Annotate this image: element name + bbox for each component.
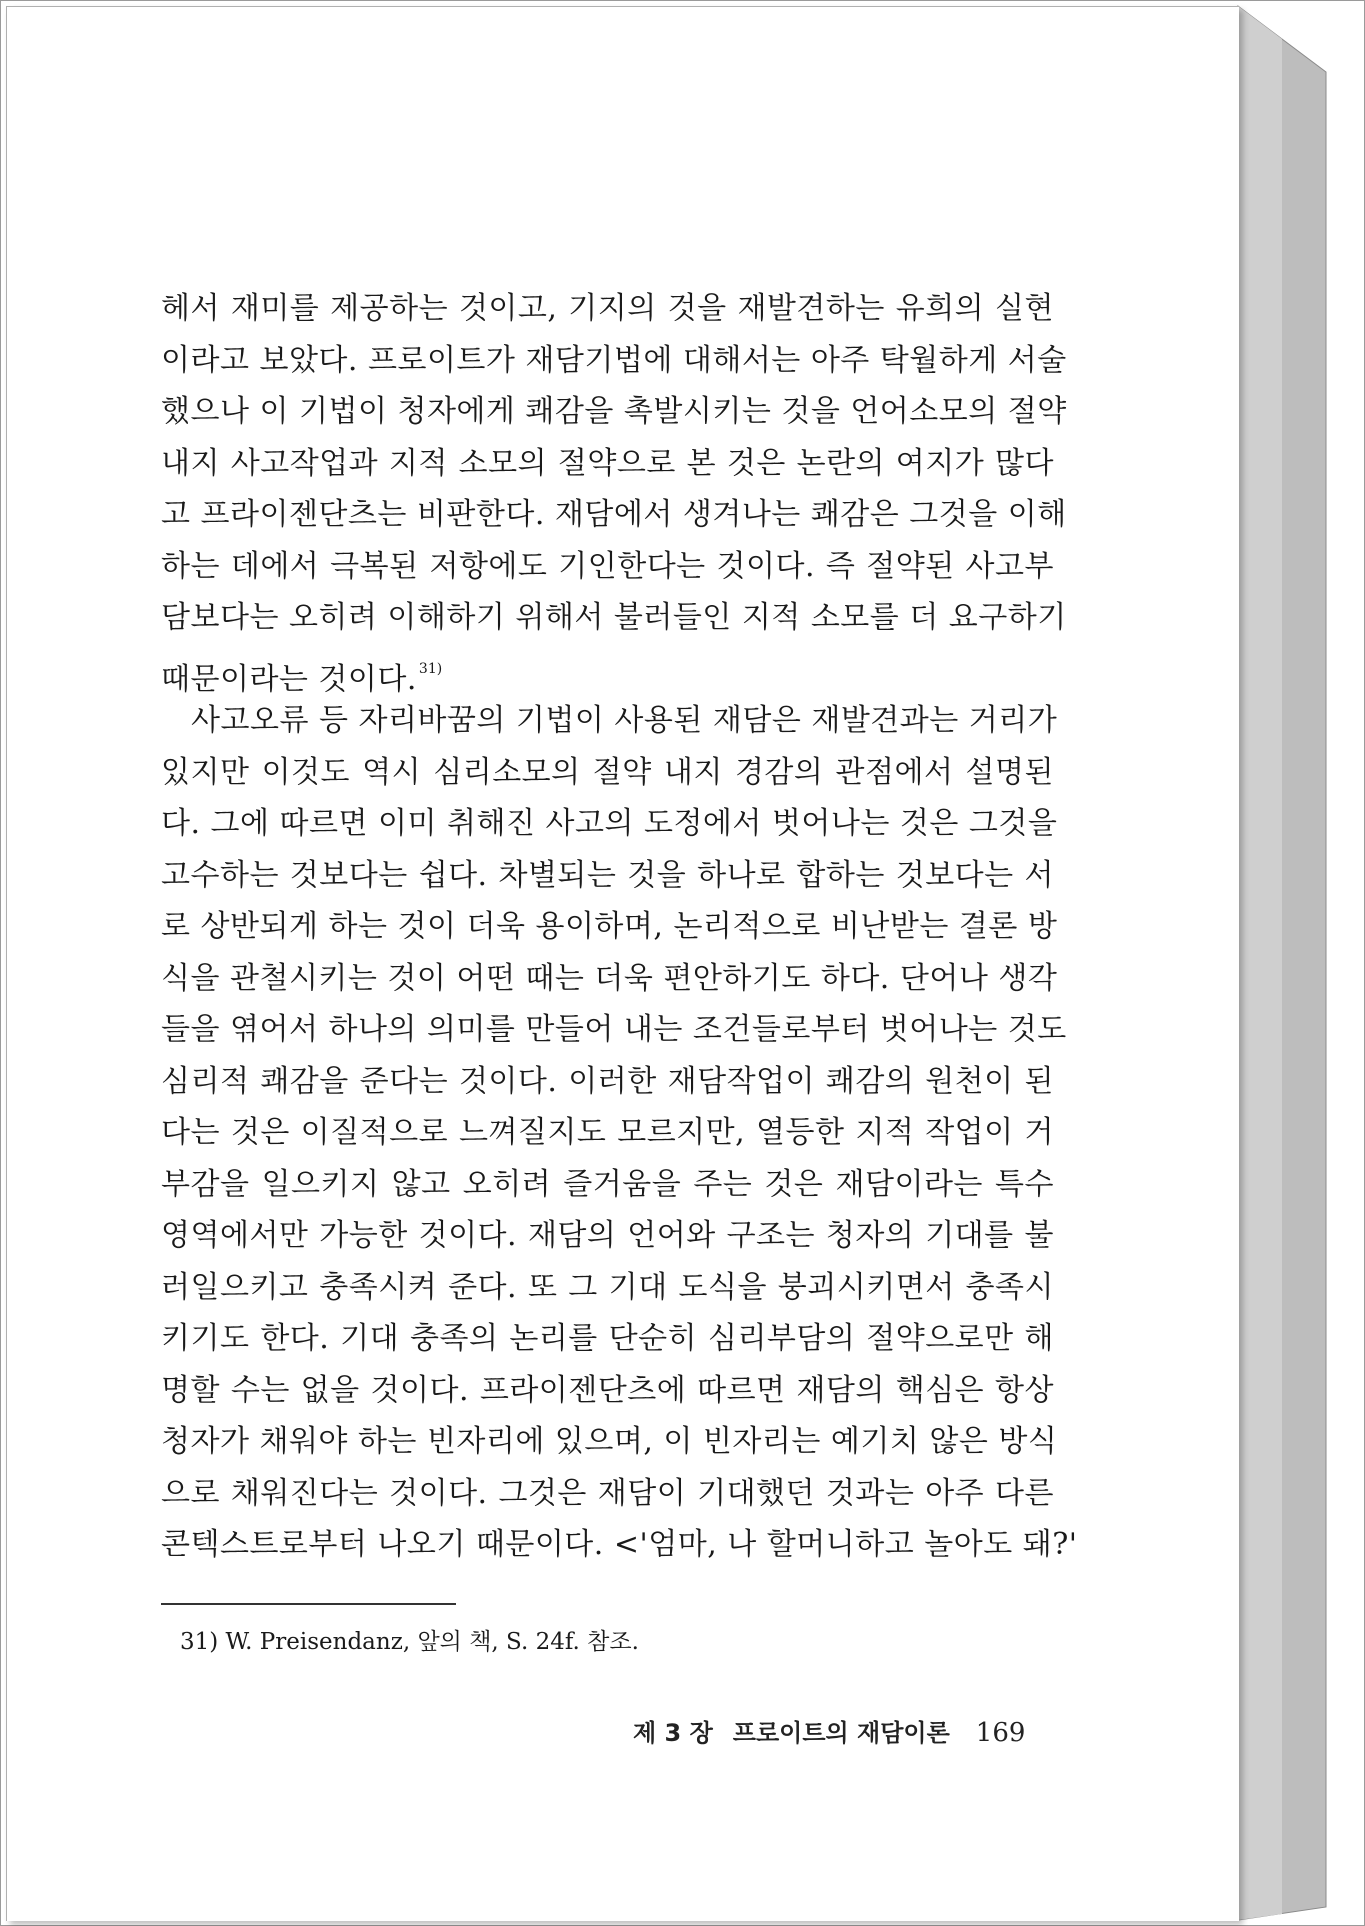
text-line: 콘텍스트로부터 나오기 때문이다. <'엄마, 나 할머니하고 놀아도 돼?' (161, 1527, 1078, 1562)
text-line-with-footnote (161, 644, 1054, 696)
footnote-divider (161, 1603, 456, 1605)
text-line: 영역에서만 가능한 것이다. 재담의 언어와 구조는 청자의 기대를 불 (161, 1218, 1054, 1253)
text-line: 러일으키고 충족시켜 준다. 또 그 기대 도식을 붕괴시키면서 충족시 (161, 1269, 1054, 1305)
text-line: 담보다는 오히려 이해하기 위해서 불러들인 지적 소모를 더 요구하기 (161, 600, 1067, 635)
page-number: 169 (975, 1718, 1026, 1748)
text-line: 명할 수는 없을 것이다. 프라이젠단츠에 따르면 재담의 핵심은 항상 (161, 1372, 1054, 1408)
text-line: 으로 채워진다는 것이다. 그것은 재담이 기대했던 것과는 아주 다른 (161, 1475, 1054, 1511)
text-line: 했으나 이 기법이 청자에게 쾌감을 촉발시키는 것을 언어소모의 절약 (161, 394, 1067, 429)
text-line: 고수하는 것보다는 쉽다. 차별되는 것을 하나로 합하는 것보다는 서 (161, 857, 1054, 893)
text-line: 고 프라이젠단츠는 비판한다. 재담에서 생겨나는 쾌감은 그것을 이해 (161, 497, 1067, 532)
text-line: 다. 그에 따르면 이미 취해진 사고의 도정에서 벗어나는 것은 그것을 (161, 806, 1058, 841)
running-footer (633, 1713, 1025, 1748)
footnote-reference: 31) (418, 660, 443, 677)
footnote: 31) W. Preisendanz, 앞의 책, S. 24f. 참조. (180, 1629, 639, 1655)
text-line: 다는 것은 이질적으로 느껴질지도 모르지만, 열등한 지적 작업이 거 (161, 1115, 1054, 1150)
text-line: 들을 엮어서 하나의 의미를 만들어 내는 조건들로부터 벗어나는 것도 (161, 1012, 1067, 1047)
text-line: 심리적 쾌감을 준다는 것이다. 이러한 재담작업이 쾌감의 원천이 된 (161, 1063, 1054, 1099)
chapter-title: 프로이트의 재담이론 (732, 1719, 950, 1747)
text-line: 식을 관철시키는 것이 어떤 때는 더욱 편안하기도 하다. 단어나 생각 (161, 960, 1058, 996)
text-line: 때문이라는 것이다. (161, 661, 417, 697)
text-line: 청자가 채워야 하는 빈자리에 있으며, 이 빈자리는 예기치 않은 방식 (161, 1424, 1058, 1459)
text-line: 있지만 이것도 역시 심리소모의 절약 내지 경감의 관점에서 설명된 (161, 754, 1054, 790)
text-line: 로 상반되게 하는 것이 더욱 용이하며, 논리적으로 비난받는 결론 방 (161, 909, 1058, 944)
book-page-edge-highlight (1238, 6, 1282, 1920)
text-line: 부감을 일으키지 않고 오히려 즐거움을 주는 것은 재담이라는 특수 (161, 1166, 1054, 1202)
text-line: 키기도 한다. 기대 충족의 논리를 단순히 심리부담의 절약으로만 해 (161, 1321, 1054, 1356)
text-line: 이라고 보았다. 프로이트가 재담기법에 대해서는 아주 탁월하게 서술 (161, 342, 1067, 378)
body-text (161, 283, 1078, 1571)
text-line: 내지 사고작업과 지적 소모의 절약으로 본 것은 논란의 여지가 많다 (161, 445, 1054, 481)
text-line: 하는 데에서 극복된 저항에도 기인한다는 것이다. 즉 절약된 사고부 (161, 548, 1054, 584)
paragraph-start-line: 사고오류 등 자리바꿈의 기법이 사용된 재담은 재발견과는 거리가 (191, 703, 1058, 738)
text-line: 헤서 재미를 제공하는 것이고, 기지의 것을 재발견하는 유희의 실현 (161, 291, 1054, 326)
chapter-label: 제 3 장 (633, 1719, 713, 1747)
